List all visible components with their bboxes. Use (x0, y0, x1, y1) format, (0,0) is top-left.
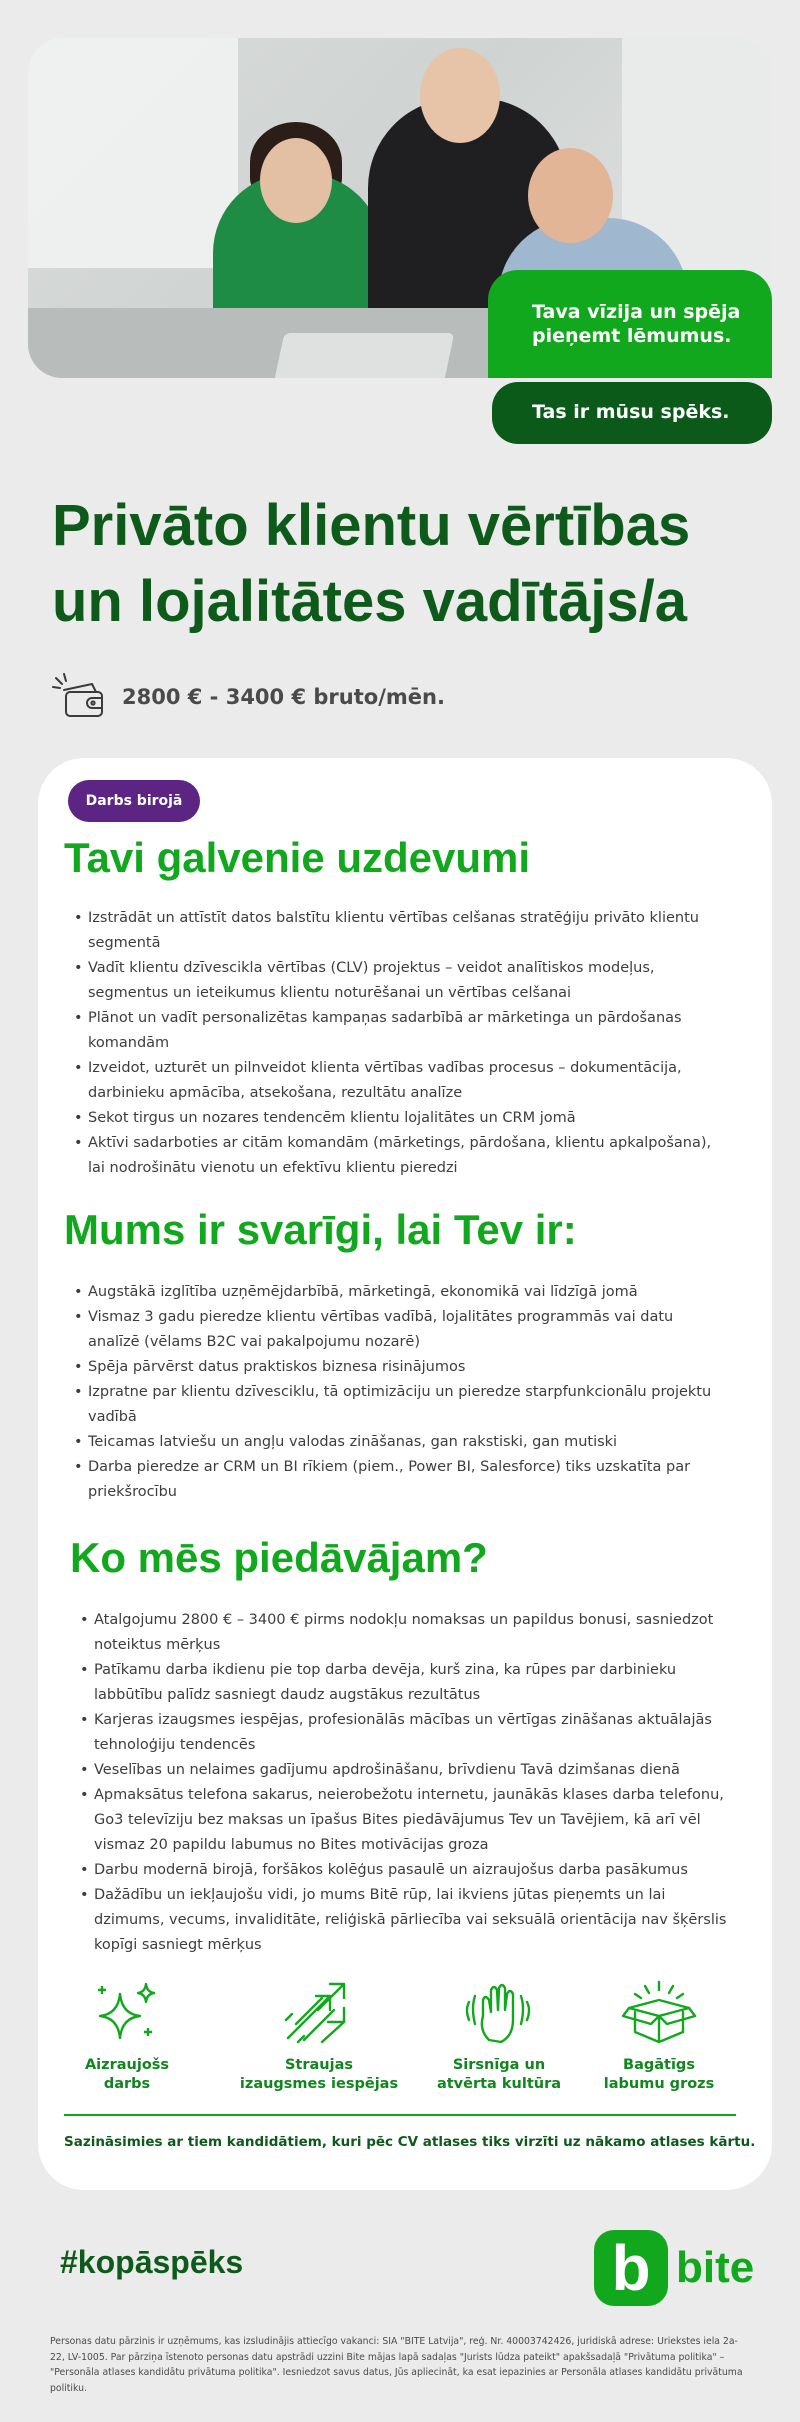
list-item: • Sekot tirgus un nozares tendencēm klientu lojalitātes un CRM jomā (74, 1106, 724, 1131)
list-item: • Izpratne par klientu dzīvesciklu, tā optimizāciju un pieredze starpfunkcionālu projektu vadībā (74, 1380, 724, 1430)
list-item: • Atalgojumu 2800 € – 3400 € pirms nodokļu nomaksas un papildus bonusi, sasniedzot noteiktus mērķus (80, 1608, 730, 1658)
job-title: Privāto klientu vērtības un lojalitātes vadītājs/a (52, 493, 691, 634)
list-item: • Karjeras izaugsmes iespējas, profesionālās mācības un vērtīgas zināšanas aktuālajās tehnoloģiju tendencēs (80, 1708, 730, 1758)
benefit-culture (414, 1980, 584, 2094)
benefit-growth (234, 1980, 404, 2094)
growth-arrows-icon (282, 1980, 356, 2046)
benefits-row (38, 1980, 772, 2120)
list-item: • Augstākā izglītība uzņēmējdarbībā, mārketingā, ekonomikā vai līdzīgā jomā (74, 1280, 724, 1305)
work-location-badge: Darbs birojā (68, 780, 200, 822)
salary-row (52, 672, 445, 722)
logo-wordmark: bite (676, 2243, 755, 2292)
list-item: • Spēja pārvērst datus praktiskos biznesa risinājumos (74, 1355, 724, 1380)
benefit-line: Aizraujošs (84, 2057, 170, 2073)
hashtag: #kopāspēks (60, 2244, 244, 2280)
list-item: • Aktīvi sadarboties ar citām komandām (mārketings, pārdošana, klientu apkalpošana), lai nodrošinātu vienotu un efektīvu klientu pieredzi (74, 1131, 724, 1181)
benefit-line: izaugsmes iespējas (239, 2076, 399, 2092)
benefit-line: labumu grozs (603, 2076, 715, 2092)
benefit-line: Sirsnīga un (452, 2057, 546, 2073)
benefit-line: Bagātīgs (623, 2057, 695, 2073)
hero-window (28, 38, 238, 268)
slogan-primary: Tava vīzija un spēja pieņemt lēmumus. (488, 270, 772, 378)
tasks-heading: Tavi galvenie uzdevumi (64, 834, 531, 881)
person-1-face (260, 138, 332, 223)
requirements-heading: Mums ir svarīgi, lai Tev ir: (64, 1206, 577, 1253)
list-item: • Plānot un vadīt personalizētas kampaņas sadarbībā ar mārketinga un pārdošanas komandām (74, 1006, 724, 1056)
person-3-face (528, 148, 613, 243)
list-item: • Vismaz 3 gadu pieredze klientu vērtības vadībā, lojalitātes programmās vai datu analīzē (vēlams B2C vai pakalpojumu nozarē) (74, 1305, 724, 1355)
requirements-list (74, 1280, 724, 1505)
bite-logo[interactable] (594, 2230, 754, 2306)
list-item: • Izveidot, uzturēt un pilnveidot klienta vērtības vadības procesus – dokumentācija, darbinieku apmācība, atsekošana, rezultātu analīze (74, 1056, 724, 1106)
sparkles-icon (92, 1980, 162, 2046)
list-item: • Darba pieredze ar CRM un BI rīkiem (piem., Power BI, Salesforce) tiks uzskatīta par priekšrocību (74, 1455, 724, 1505)
list-item: • Veselības un nelaimes gadījumu apdrošināšanu, brīvdienu Tavā dzimšanas dienā (80, 1758, 730, 1783)
salary-range: 2800 € - 3400 € bruto/mēn. (122, 685, 445, 709)
contact-note: Sazināsimies ar tiem kandidātiem, kuri pēc CV atlases tiks virzīti uz nākamo atlases kārtu. (64, 2134, 756, 2150)
divider (64, 2114, 736, 2116)
list-item: • Vadīt klientu dzīvescikla vērtības (CLV) projektus – veidot analītiskos modeļus, segmentus un ieteikumus klientu noturēšanai un vērtības celšanai (74, 956, 724, 1006)
benefit-perks (574, 1980, 744, 2094)
content-card (38, 758, 772, 2190)
list-item: • Dažādību un iekļaujošu vidi, jo mums Bitē rūp, lai ikviens jūtas pieņemts un lai dzimums, vecums, invaliditāte, reliģiskā pārliecība vai seksuālā orientācija nav šķērslis kopīgi sasniegt mērķus (80, 1883, 730, 1958)
laptop (272, 333, 455, 378)
list-item: • Patīkamu darba ikdienu pie top darba devēja, kurš zina, ka rūpes par darbinieku labbūtību palīdz sasniegt daudz augstākus rezultātus (80, 1658, 730, 1708)
list-item: • Teicamas latviešu un angļu valodas zināšanas, gan rakstiski, gan mutiski (74, 1430, 724, 1455)
list-item: • Izstrādāt un attīstīt datos balstītu klientu vērtības celšanas stratēģiju privāto klientu segmentā (74, 906, 724, 956)
legal-notice: Personas datu pārzinis ir uzņēmums, kas izsludinājis attiecīgo vakanci: SIA "BITE Latvija", reģ. Nr. 40003742426, juridiskā adrese: Uriekstes iela 2a-22, LV-1005. Par pārziņa īstenoto personas datu apstrādi uzzini Bite mājas lapā sadaļas "Jurists lūdza pateikt" apakšsadaļā "Privātuma politika" – "Personāla atlases kandidātu privātuma politika". Iesniedzot savus datus, Jūs apliecināt, ka esat iepazinies ar Personāla atlases kandidātu privātuma politiku. (50, 2336, 743, 2394)
benefit-line: Straujas (284, 2057, 354, 2073)
logo-mark: b (594, 2230, 668, 2306)
list-item: • Darbu modernā birojā, foršākos kolēģus pasaulē un aizraujošus darba pasākumus (80, 1858, 730, 1883)
person-2-face (420, 48, 500, 143)
wallet-icon (52, 672, 108, 722)
list-item: • Apmaksātus telefona sakarus, neierobežotu internetu, jaunākās klases darba telefonu, Go3 televīziju bez maksas un īpašus Bites piedāvājumus Tev un Tavējiem, kā arī vēl vismaz 20 papildu labumus no Bites motivācijas groza (80, 1783, 730, 1858)
benefit-line: atvērta kultūra (436, 2076, 562, 2092)
benefit-exciting-work (42, 1980, 212, 2094)
slogan-secondary: Tas ir mūsu spēks. (492, 382, 772, 444)
tasks-list (74, 906, 724, 1181)
offer-heading: Ko mēs piedāvājam? (70, 1534, 488, 1581)
benefit-line: darbs (103, 2076, 151, 2092)
gift-box-icon (621, 1980, 697, 2046)
waving-hand-icon (461, 1980, 537, 2046)
offer-list (80, 1608, 730, 1958)
